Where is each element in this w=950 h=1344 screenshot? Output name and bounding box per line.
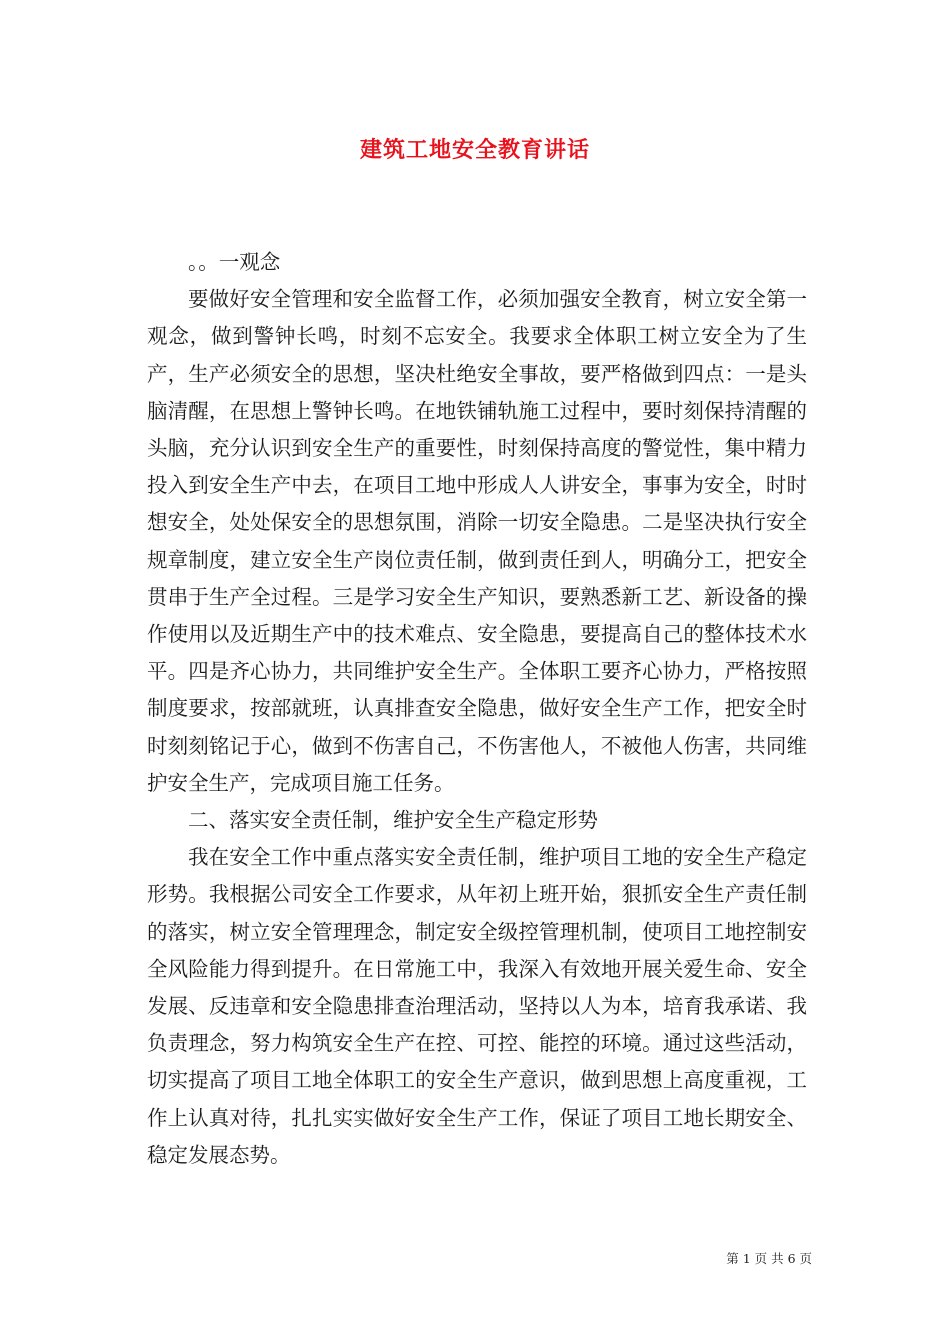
page-number: 第 1 页 共 6 页 [726, 1251, 812, 1266]
document-body [147, 244, 807, 1174]
document-title: 建筑工地安全教育讲话 [359, 137, 590, 163]
paragraph-2: 我在安全工作中重点落实安全责任制，维护项目工地的安全生产稳定形势。我根据公司安全工作要求，从年初上班开始，狠抓安全生产责任制的落实，树立安全管理理念，制定安全级控管理机制，使项目工地控制安全风险能力得到提升。在日常施工中，我深入有效地开展关爱生命、安全发展、反违章和安全隐患排查治理活动，坚持以人为本，培育我承诺、我负责理念，努力构筑安全生产在控、可控、能控的环境。通过这些活动，切实提高了项目工地全体职工的安全生产意识，做到思想上高度重视，工作上认真对待，扎扎实实做好安全生产工作，保证了项目工地长期安全、稳定发展态势。 [147, 845, 807, 1167]
paragraph-1: 要做好安全管理和安全监督工作，必须加强安全教育，树立安全第一观念，做到警钟长鸣，时刻不忘安全。我要求全体职工树立安全为了生产，生产必须安全的思想，坚决杜绝安全事故，要严格做到四点：一是头脑清醒，在思想上警钟长鸣。在地铁铺轨施工过程中，要时刻保持清醒的头脑，充分认识到安全生产的重要性，时刻保持高度的警觉性，集中精力投入到安全生产中去，在项目工地中形成人人讲安全，事事为安全，时时想安全，处处保安全的思想氛围，消除一切安全隐患。二是坚决执行安全规章制度，建立安全生产岗位责任制，做到责任到人，明确分工，把安全贯串于生产全过程。三是学习安全生产知识，要熟悉新工艺、新设备的操作使用以及近期生产中的技术难点、安全隐患，要提高自己的整体技术水平。四是齐心协力，共同维护安全生产。全体职工要齐心协力，严格按照制度要求，按部就班，认真排查安全隐患，做好安全生产工作，把安全时时刻刻铭记于心，做到不伤害自己，不伤害他人，不被他人伤害，共同维护安全生产，完成项目施工任务。 [147, 287, 807, 795]
paragraph-heading-1: 。。一观念 [188, 250, 281, 274]
paragraph-heading-2: 二、落实安全责任制，维护安全生产稳定形势 [188, 808, 598, 833]
